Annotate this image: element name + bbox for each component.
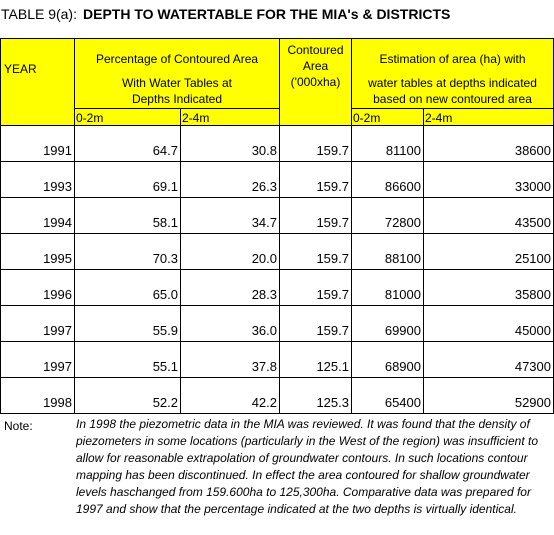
cell-p24: 34.7 [180, 198, 279, 234]
table-number: TABLE 9(a): [1, 6, 77, 22]
cell-e02: 72800 [351, 198, 423, 234]
cell-year: 1997 [0, 306, 74, 342]
cell-p24: 42.2 [180, 378, 279, 414]
cell-e24: 52900 [423, 378, 554, 414]
cell-p02: 55.9 [74, 306, 180, 342]
cell-area: 159.7 [279, 306, 351, 342]
cell-e02: 81100 [351, 126, 423, 162]
cell-e24: 33000 [423, 162, 554, 198]
cell-area: 159.7 [279, 234, 351, 270]
estimation-header: Estimation of area (ha) with water tables at depths indicated based on new contoured area [351, 38, 554, 108]
cell-year: 1998 [0, 378, 74, 414]
cell-area: 159.7 [279, 270, 351, 306]
cell-p02: 52.2 [74, 378, 180, 414]
note-text: In 1998 the piezometric data in the MIA was reviewed. It was found that the density of piezometers in some locations (particularly in the West of the region) was insufficient to allow for reasonable extrapolation of groundwater contours. In such locations contour mapping has been discontinued. In effect the area contoured for shallow groundwater levels haschanged from 159.600ha to 125,300ha. Comparative data was prepared for 1997 and show that the percentage indicated at the two depths is virtually identical. [76, 417, 538, 516]
cell-e02: 68900 [351, 342, 423, 378]
cell-year: 1993 [0, 162, 74, 198]
cell-e24: 25100 [423, 234, 554, 270]
note-label: Note: [4, 419, 33, 433]
cell-e24: 43500 [423, 198, 554, 234]
cell-p02: 70.3 [74, 234, 180, 270]
cell-area: 159.7 [279, 126, 351, 162]
contoured-area-header: Contoured Area ('000xha) [279, 38, 351, 126]
cell-e24: 45000 [423, 306, 554, 342]
cell-area: 159.7 [279, 198, 351, 234]
cell-area: 125.3 [279, 378, 351, 414]
cell-year: 1997 [0, 342, 74, 378]
cell-p24: 20.0 [180, 234, 279, 270]
cell-p24: 37.8 [180, 342, 279, 378]
cell-area: 159.7 [279, 162, 351, 198]
cell-e24: 38600 [423, 126, 554, 162]
cell-p02: 55.1 [74, 342, 180, 378]
subheader-pct-2-4m: 2-4m [180, 108, 279, 126]
cell-e02: 81000 [351, 270, 423, 306]
cell-area: 125.1 [279, 342, 351, 378]
table-heading: DEPTH TO WATERTABLE FOR THE MIA's & DISTRICTS [83, 6, 451, 22]
subheader-est-0-2m: 0-2m [351, 108, 423, 126]
table-title [1, 6, 450, 22]
cell-p02: 58.1 [74, 198, 180, 234]
cell-year: 1991 [0, 126, 74, 162]
cell-e02: 69900 [351, 306, 423, 342]
cell-e24: 47300 [423, 342, 554, 378]
cell-p24: 36.0 [180, 306, 279, 342]
cell-e02: 65400 [351, 378, 423, 414]
percentage-header: Percentage of Contoured Area With Water Tables at Depths Indicated [74, 38, 279, 108]
cell-year: 1994 [0, 198, 74, 234]
cell-p24: 28.3 [180, 270, 279, 306]
cell-year: 1995 [0, 234, 74, 270]
cell-p02: 64.7 [74, 126, 180, 162]
cell-p24: 30.8 [180, 126, 279, 162]
cell-year: 1996 [0, 270, 74, 306]
cell-p02: 69.1 [74, 162, 180, 198]
subheader-est-2-4m: 2-4m [423, 108, 554, 126]
cell-e02: 86600 [351, 162, 423, 198]
cell-p02: 65.0 [74, 270, 180, 306]
cell-e24: 35800 [423, 270, 554, 306]
cell-e02: 88100 [351, 234, 423, 270]
cell-p24: 26.3 [180, 162, 279, 198]
subheader-pct-0-2m: 0-2m [74, 108, 180, 126]
year-header: YEAR [0, 38, 74, 126]
